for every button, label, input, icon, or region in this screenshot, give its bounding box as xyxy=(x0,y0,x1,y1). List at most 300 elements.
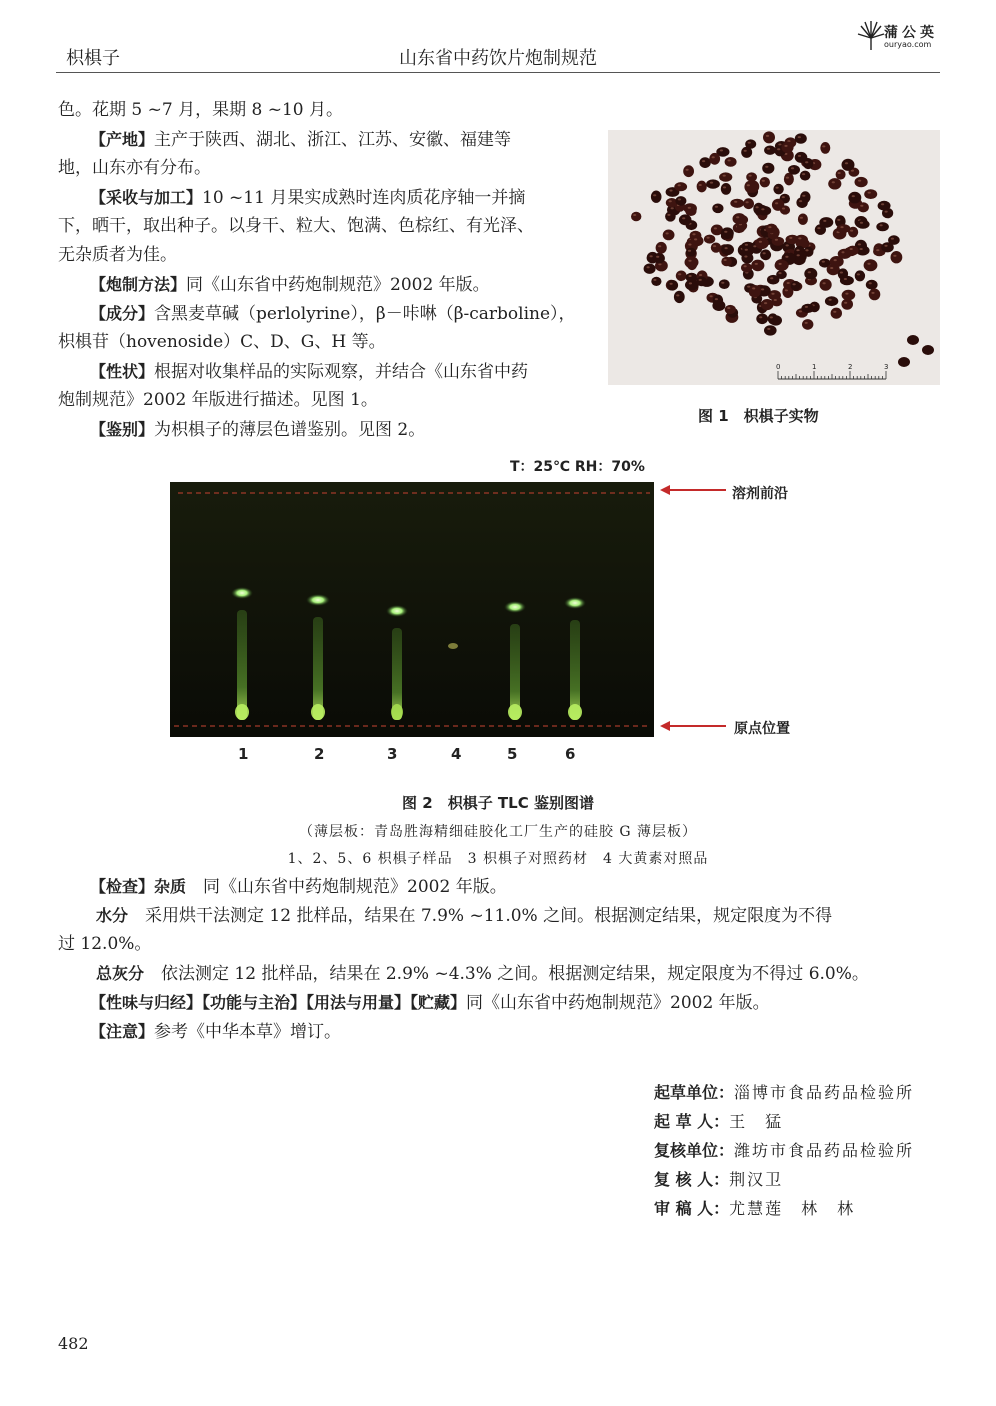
seed-highlight xyxy=(766,135,769,137)
seed-highlight xyxy=(710,295,713,297)
seed xyxy=(801,304,814,313)
seed-highlight xyxy=(749,175,752,177)
signoff-label: 审 稿 人： xyxy=(654,1199,730,1218)
water-paragraph xyxy=(96,901,946,931)
seed-highlight xyxy=(805,306,808,308)
seed-highlight xyxy=(799,310,802,312)
seed xyxy=(864,189,877,199)
seed-highlight xyxy=(694,238,697,240)
seed-highlight xyxy=(787,282,790,284)
seed-highlight xyxy=(669,190,672,192)
seed-highlight xyxy=(669,200,672,202)
seed-highlight xyxy=(745,249,748,251)
seed-highlight xyxy=(844,302,847,304)
seed-highlight xyxy=(770,277,773,279)
seed xyxy=(721,257,732,267)
others-headings: 【性味与归经】【功能与主治】【用法与用量】【贮藏】 xyxy=(90,993,467,1012)
seed-highlight xyxy=(724,259,727,261)
seed xyxy=(721,244,734,255)
seed xyxy=(764,325,777,335)
character-heading: 【性状】 xyxy=(90,362,155,381)
seed-highlight xyxy=(682,217,685,219)
seed xyxy=(795,235,808,245)
origin-text-2: 地，山东亦有分布。 xyxy=(58,158,211,178)
seed-highlight xyxy=(842,251,845,253)
seed-highlight xyxy=(714,227,717,229)
signoff-value: 潍坊市食品药品检验所 xyxy=(734,1141,915,1160)
seed-highlight xyxy=(727,307,730,309)
signoff-row xyxy=(654,1078,914,1107)
seed-highlight xyxy=(785,256,788,258)
seed xyxy=(651,191,662,203)
signoff-row xyxy=(654,1194,914,1223)
seed-highlight xyxy=(869,282,872,284)
seed-highlight xyxy=(822,261,825,263)
seed xyxy=(791,281,801,291)
others-paragraph xyxy=(90,988,940,1018)
seed xyxy=(798,214,808,225)
character-text-2: 炮制规范》2002 年版进行描述。见图 1。 xyxy=(58,390,378,410)
seed xyxy=(656,242,667,254)
seed xyxy=(745,139,756,148)
seed-highlight xyxy=(844,278,847,280)
seed-highlight xyxy=(678,273,681,275)
seed-highlight xyxy=(791,167,794,169)
seed xyxy=(837,224,851,233)
seed-highlight xyxy=(768,226,771,228)
seed xyxy=(667,280,678,291)
scale-label: 1 xyxy=(812,363,817,371)
seed-highlight xyxy=(656,256,659,258)
water-text-2: 过 12.0%。 xyxy=(58,934,152,954)
seed-highlight xyxy=(834,259,837,261)
seed-highlight xyxy=(802,173,805,175)
seed xyxy=(830,256,844,267)
seed xyxy=(760,177,770,187)
seed xyxy=(781,142,793,153)
identify-paragraph xyxy=(90,415,425,445)
seed xyxy=(795,133,807,143)
seed-highlight xyxy=(884,245,887,247)
origin-paragraph xyxy=(90,125,600,155)
seed xyxy=(713,295,723,307)
tlc-plate xyxy=(170,482,654,737)
seed xyxy=(761,299,774,310)
seed-highlight xyxy=(761,208,764,210)
seed xyxy=(741,263,752,272)
figure2-caption: 图 2 枳椇子 TLC 鉴别图谱 xyxy=(402,794,594,812)
seed xyxy=(699,157,710,168)
seed xyxy=(922,345,934,355)
seed xyxy=(775,260,789,271)
seed-highlight xyxy=(712,156,715,158)
seed xyxy=(800,171,811,181)
tlc-arrows xyxy=(654,478,734,738)
signoff-label: 起草单位： xyxy=(654,1083,735,1102)
seed xyxy=(780,205,790,214)
seed xyxy=(756,314,768,325)
seed-highlight xyxy=(786,244,789,246)
seed-highlight xyxy=(805,161,808,163)
seed xyxy=(828,178,841,189)
seed xyxy=(760,249,771,260)
seed xyxy=(866,280,878,290)
seed-highlight xyxy=(647,266,650,268)
seed xyxy=(772,237,785,246)
seed-highlight xyxy=(707,237,710,239)
scale-label: 3 xyxy=(884,363,889,371)
seed-highlight xyxy=(748,142,751,144)
seed-highlight xyxy=(776,187,779,189)
seed-highlight xyxy=(860,248,863,250)
seed-highlight xyxy=(715,298,718,300)
seed-highlight xyxy=(881,203,884,205)
ash-paragraph xyxy=(96,959,946,989)
seed-highlight xyxy=(876,249,879,251)
seed-highlight xyxy=(710,182,713,184)
seed xyxy=(751,260,764,272)
seed xyxy=(704,235,715,244)
seed xyxy=(802,319,813,330)
seed-highlight xyxy=(782,196,785,198)
component-paragraph xyxy=(90,299,610,329)
seed xyxy=(767,275,779,285)
water-heading: 水分 xyxy=(96,906,129,925)
seed-highlight xyxy=(678,198,681,200)
seed xyxy=(744,181,755,193)
seed-photo xyxy=(608,130,940,385)
signoff-label: 复 核 人： xyxy=(654,1170,730,1189)
seed-highlight xyxy=(762,180,765,182)
tlc-conditions: T：25℃ RH：70% xyxy=(510,459,645,475)
seed xyxy=(820,142,830,154)
seed xyxy=(749,285,761,295)
seed-highlight xyxy=(728,159,731,161)
component-text-1: 含黑麦草碱（perlolyrine），β－咔啉（β-carboline）， xyxy=(154,304,576,324)
seed-highlight xyxy=(775,202,778,204)
identify-text: 为枳椇子的薄层色谱鉴别。见图 2。 xyxy=(154,420,426,440)
seed-highlight xyxy=(736,216,739,218)
method-text: 同《山东省中药炮制规范》2002 年版。 xyxy=(186,275,490,295)
seed xyxy=(831,308,842,319)
harvest-text-1: 10 ~11 月果实成熟时连肉质花序轴一并摘 xyxy=(202,188,526,208)
seed-highlight xyxy=(734,201,737,203)
seed-highlight xyxy=(724,231,727,233)
seed xyxy=(725,157,737,167)
seed xyxy=(768,313,778,324)
figure1-caption: 图 1 枳椇子实物 xyxy=(698,407,819,425)
origin-label: 原点位置 xyxy=(734,721,790,737)
seed-highlight xyxy=(858,243,861,245)
seed xyxy=(691,236,704,247)
seed-highlight xyxy=(893,255,896,257)
seed-highlight xyxy=(868,192,871,194)
seed-highlight xyxy=(840,226,843,228)
seed xyxy=(847,246,859,256)
seed-highlight xyxy=(702,160,705,162)
seed xyxy=(674,291,685,303)
seed xyxy=(679,214,692,225)
seed xyxy=(730,199,744,208)
seed-highlight xyxy=(761,288,764,290)
seed xyxy=(719,279,730,289)
signoff-label: 起 草 人： xyxy=(654,1112,730,1131)
seed xyxy=(676,271,687,282)
seed xyxy=(881,242,894,252)
seed xyxy=(755,237,769,249)
ash-heading: 总灰分 xyxy=(96,964,145,983)
seed-highlight xyxy=(793,283,796,285)
lane-label: 4 xyxy=(451,745,462,763)
seed-highlight xyxy=(770,316,773,318)
seed-highlight xyxy=(860,205,863,207)
seed xyxy=(788,165,800,175)
seed xyxy=(858,202,869,212)
seed xyxy=(836,169,846,179)
seed-highlight xyxy=(782,208,785,210)
note-text: 参考《中华本草》增订。 xyxy=(154,1022,342,1042)
running-header-left: 枳椇子 xyxy=(66,48,120,69)
seed xyxy=(842,290,856,301)
signoff-label: 复核单位： xyxy=(654,1141,735,1160)
seed-highlight xyxy=(699,279,702,281)
seed-highlight xyxy=(823,220,826,222)
figure2-note-2: 1、2、5、6 枳椇子样品 3 枳椇子对照药材 4 大黄素对照品 xyxy=(287,851,709,867)
signoff-value: 王 猛 xyxy=(729,1112,784,1131)
seed-highlight xyxy=(830,267,833,269)
seed xyxy=(763,131,775,143)
seed xyxy=(848,192,861,204)
component-text-2: 枳椇苷（hovenoside）C、D、G、H 等。 xyxy=(58,332,386,352)
seed-highlight xyxy=(789,237,792,239)
lane-label: 3 xyxy=(387,745,398,763)
seed-highlight xyxy=(688,260,691,262)
seed-highlight xyxy=(746,201,749,203)
seed-highlight xyxy=(822,145,825,147)
character-paragraph xyxy=(90,357,610,387)
seed-highlight xyxy=(798,237,801,239)
seed xyxy=(869,289,881,301)
seed xyxy=(796,197,807,208)
lane-4-spot xyxy=(448,643,458,649)
seed xyxy=(683,165,694,177)
seed-highlight xyxy=(670,283,673,285)
seed-highlight xyxy=(763,252,766,254)
seed xyxy=(721,183,731,195)
seed xyxy=(784,173,794,186)
signoff-value: 荆汉卫 xyxy=(729,1170,784,1189)
seed-highlight xyxy=(798,155,801,157)
seed-highlight xyxy=(774,299,777,301)
seed xyxy=(675,196,686,206)
seed xyxy=(644,264,656,274)
seed xyxy=(855,177,868,187)
seed-highlight xyxy=(779,263,782,265)
seed xyxy=(758,206,772,216)
seed-highlight xyxy=(744,256,747,258)
seed-highlight xyxy=(658,263,661,265)
seed-highlight xyxy=(765,166,768,168)
seed-highlight xyxy=(688,250,691,252)
seed-highlight xyxy=(857,273,860,275)
seed-highlight xyxy=(676,294,679,296)
seed-highlight xyxy=(678,184,681,186)
harvest-heading: 【采收与加工】 xyxy=(90,188,203,207)
origin-text-1: 主产于陕西、湖北、浙江、江苏、安徽、福建等 xyxy=(154,130,512,150)
seed-highlight xyxy=(797,254,800,256)
seed xyxy=(743,198,754,209)
seed-highlight xyxy=(689,282,692,284)
seed-highlight xyxy=(658,245,661,247)
seed-highlight xyxy=(666,232,669,234)
seed-highlight xyxy=(775,239,778,241)
seed-highlight xyxy=(800,217,803,219)
seed-highlight xyxy=(633,214,636,216)
seed-highlight xyxy=(871,292,874,294)
scale-label: 2 xyxy=(848,363,853,371)
solvent-front-label: 溶剂前沿 xyxy=(732,486,788,502)
seed xyxy=(706,179,720,188)
seed xyxy=(719,172,732,181)
logo-text: 蒲公英 xyxy=(884,25,938,41)
seed-highlight xyxy=(860,222,863,224)
seed-highlight xyxy=(759,316,762,318)
seed xyxy=(654,253,665,264)
logo-url: ouryao.com xyxy=(884,40,932,49)
ash-text: 依法测定 12 批样品，结果在 2.9% ~4.3% 之间。根据测定结果，规定限度为不得过 6.0%。 xyxy=(161,964,869,984)
seed xyxy=(721,227,734,239)
seed-highlight xyxy=(653,279,656,281)
seed xyxy=(725,305,736,314)
seed-highlight xyxy=(880,224,883,226)
seed-highlight xyxy=(777,148,780,150)
seed xyxy=(876,222,889,231)
seed-highlight xyxy=(838,172,841,174)
seed xyxy=(855,270,865,281)
seed-highlight xyxy=(858,180,861,182)
seed-highlight xyxy=(786,177,789,179)
seed-highlight xyxy=(699,274,702,276)
lane-label: 2 xyxy=(314,745,325,763)
seed-highlight xyxy=(744,265,747,267)
body-line-0: 色。花期 5 ~7 月，果期 8 ~10 月。 xyxy=(58,100,343,120)
seed-highlight xyxy=(767,148,770,150)
seed xyxy=(696,277,707,287)
seed-highlight xyxy=(747,286,750,288)
signoff-value: 淄博市食品药品检验所 xyxy=(734,1083,915,1102)
signoff-value: 尤慧莲 林 林 xyxy=(729,1199,856,1218)
signoff-block xyxy=(654,1078,914,1223)
seed-highlight xyxy=(721,282,724,284)
seed xyxy=(765,224,777,234)
seed xyxy=(803,158,813,169)
origin-arrow-icon xyxy=(660,721,670,731)
seed-highlight xyxy=(723,186,726,188)
water-text-1: 采用烘干法测定 12 批样品，结果在 7.9% ~11.0% 之间。根据测定结果，规定限度为不得 xyxy=(145,906,833,926)
seed-highlight xyxy=(850,230,853,232)
seed-highlight xyxy=(829,299,832,301)
seed xyxy=(685,256,699,268)
seed-highlight xyxy=(671,207,674,209)
seed-highlight xyxy=(891,238,894,240)
method-heading: 【炮制方法】 xyxy=(90,275,187,294)
seed-highlight xyxy=(715,206,718,208)
seed xyxy=(709,153,720,165)
impurity-heading: 杂质 xyxy=(154,877,187,896)
seed xyxy=(762,163,774,174)
seed-highlight xyxy=(778,272,781,274)
seed-highlight xyxy=(787,140,790,142)
seed-highlight xyxy=(833,311,836,313)
seed-illustration xyxy=(608,130,940,385)
seed-highlight xyxy=(850,248,853,250)
seed-highlight xyxy=(667,214,670,216)
seed-highlight xyxy=(808,271,811,273)
seed-highlight xyxy=(756,206,759,208)
seed xyxy=(819,217,833,228)
seed-highlight xyxy=(767,328,770,330)
seed-highlight xyxy=(755,263,758,265)
seed-highlight xyxy=(771,293,774,295)
seed xyxy=(820,279,832,291)
seed xyxy=(741,253,753,264)
seed-highlight xyxy=(686,169,689,171)
seed-highlight xyxy=(784,145,787,147)
seed-highlight xyxy=(832,181,835,183)
seed xyxy=(674,182,687,191)
seed-highlight xyxy=(823,282,826,284)
seed xyxy=(773,184,783,195)
seed-highlight xyxy=(799,200,802,202)
seed-highlight xyxy=(805,249,808,251)
seed-highlight xyxy=(747,184,750,186)
seed xyxy=(878,201,891,211)
seed-highlight xyxy=(798,136,801,138)
seed-highlight xyxy=(713,245,716,247)
seed xyxy=(842,159,855,171)
lane-label: 1 xyxy=(238,745,249,763)
seed-highlight xyxy=(867,263,870,265)
seed-highlight xyxy=(720,149,723,151)
seed-highlight xyxy=(837,219,840,221)
note-heading: 【注意】 xyxy=(90,1022,155,1041)
seed xyxy=(825,296,838,306)
signoff-row xyxy=(654,1165,914,1194)
signoff-row xyxy=(654,1107,914,1136)
seed-highlight xyxy=(817,227,820,229)
seed-highlight xyxy=(725,247,728,249)
check-paragraph xyxy=(90,872,507,902)
seed-highlight xyxy=(745,244,748,246)
harvest-text-3: 无杂质者为佳。 xyxy=(58,245,177,265)
impurity-text: 同《山东省中药炮制规范》2002 年版。 xyxy=(203,877,507,897)
seed xyxy=(697,181,707,193)
seed-highlight xyxy=(759,241,762,243)
scale-label: 0 xyxy=(776,363,781,371)
origin-heading: 【产地】 xyxy=(90,130,155,149)
seed xyxy=(840,276,854,286)
identify-heading: 【鉴别】 xyxy=(90,420,155,439)
seed-highlight xyxy=(653,194,656,196)
seed xyxy=(907,335,919,345)
seed-highlight xyxy=(778,144,781,146)
dandelion-logo-icon xyxy=(856,18,886,52)
seed xyxy=(733,213,746,224)
seed-highlight xyxy=(796,249,799,251)
seed xyxy=(856,220,869,229)
figure2-note-1: （薄层板：青岛胜海精细硅胶化工厂生产的硅胶 G 薄层板） xyxy=(298,824,698,840)
seed xyxy=(864,259,878,271)
